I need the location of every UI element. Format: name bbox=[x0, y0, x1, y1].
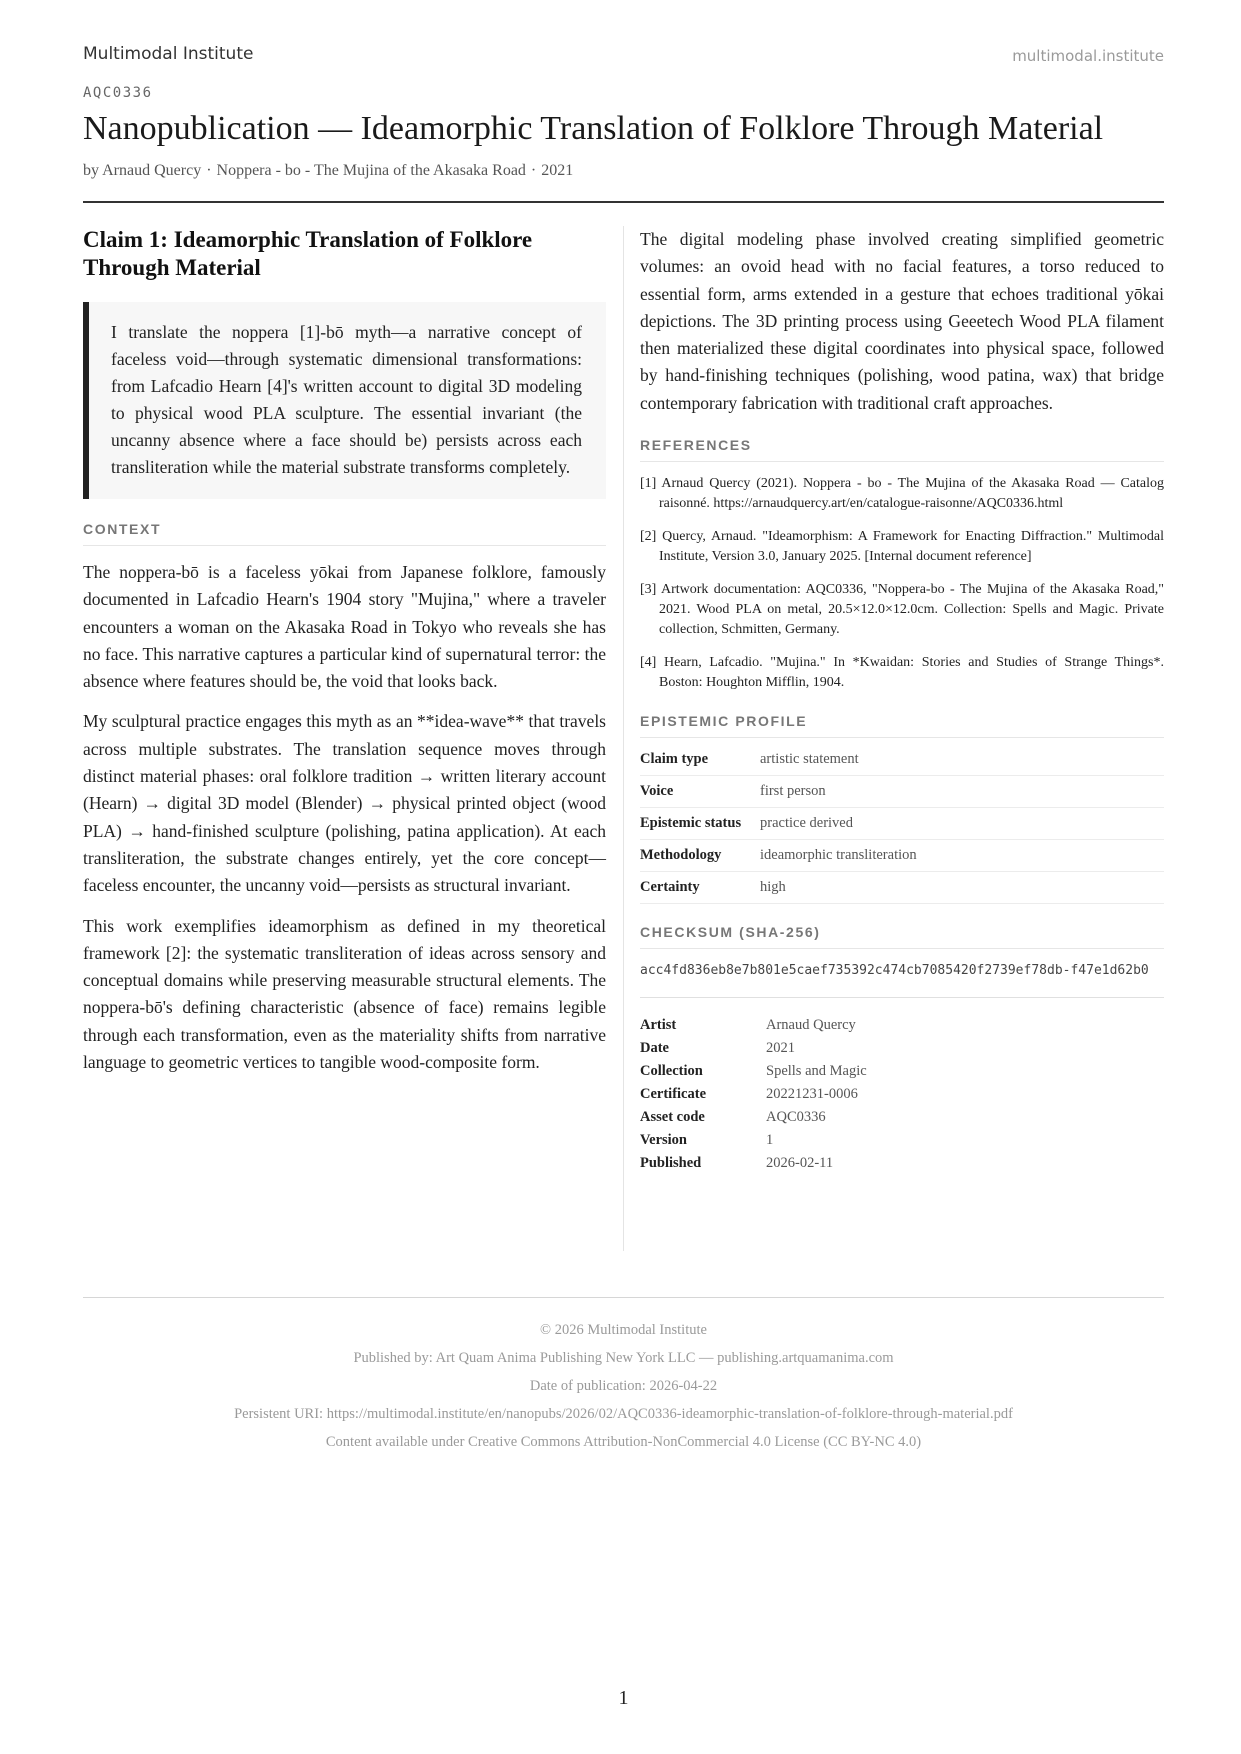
meta-value: 2026-02-11 bbox=[766, 1155, 834, 1172]
references-list bbox=[640, 474, 1164, 693]
checksum-heading: CHECKSUM (SHA-256) bbox=[640, 924, 1164, 949]
checksum-value: acc4fd836eb8e7b801e5caef735392c474cb7085420f2739ef78db-f47e1d62b0 bbox=[640, 961, 1164, 998]
table-row bbox=[640, 744, 1164, 776]
meta-value: Arnaud Quercy bbox=[766, 1017, 856, 1034]
meta-key: Asset code bbox=[640, 1109, 705, 1126]
epistemic-profile-heading: EPISTEMIC PROFILE bbox=[640, 713, 1164, 738]
meta-value: AQC0336 bbox=[766, 1109, 826, 1126]
meta-key: Version bbox=[640, 1132, 687, 1149]
profile-value: artistic statement bbox=[760, 744, 1164, 776]
footer bbox=[83, 1316, 1164, 1456]
table-row bbox=[640, 1083, 1164, 1106]
table-row bbox=[640, 808, 1164, 840]
meta-key: Artist bbox=[640, 1017, 677, 1034]
left-column bbox=[83, 226, 606, 1076]
profile-key: Methodology bbox=[640, 840, 760, 872]
meta-key: Published bbox=[640, 1155, 702, 1172]
footer-publisher: Published by: Art Quam Anima Publishing New York LLC — publishing.artquamanima.com bbox=[353, 1350, 894, 1366]
right-column bbox=[640, 226, 1164, 1175]
profile-key: Certainty bbox=[640, 872, 760, 904]
context-heading: CONTEXT bbox=[83, 521, 606, 546]
footer-divider bbox=[83, 1297, 1164, 1298]
meta-key: Certificate bbox=[640, 1086, 707, 1103]
page-number: 1 bbox=[618, 1687, 629, 1709]
document-page bbox=[83, 0, 1164, 1754]
reference-item: [2] Quercy, Arnaud. "Ideamorphism: A Framework for Enacting Diffraction." Multimodal Institute, Version 3.0, January 2025. [Internal document reference] bbox=[640, 529, 1164, 565]
profile-value: practice derived bbox=[760, 808, 1164, 840]
claim-title: Claim 1: Ideamorphic Translation of Folklore Through Material bbox=[83, 227, 533, 280]
byline bbox=[83, 162, 573, 180]
meta-value: 1 bbox=[766, 1132, 774, 1149]
footer-publication-date: Date of publication: 2026-04-22 bbox=[529, 1378, 718, 1394]
context-paragraph-continued: The digital modeling phase involved creating simplified geometric volumes: an ovoid head with no facial features, a torso reduced to essential form, arms extended in a gesture that echoes traditional yōkai depictions. The 3D printing process using Geeetech Wood PLA filament then materialized these digital coordinates into physical space, followed by hand-finishing techniques (polishing, wood patina, wax) that bridge contemporary fabrication with traditional craft approaches. bbox=[640, 229, 1164, 413]
table-row bbox=[640, 1037, 1164, 1060]
meta-key: Collection bbox=[640, 1063, 703, 1080]
reference-item: [3] Artwork documentation: AQC0336, "Noppera-bo - The Mujina of the Akasaka Road," 2021. Wood PLA on metal, 20.5×12.0×12.0cm. Collection: Spells and Magic. Private collection, Schmitten, Germany. bbox=[640, 582, 1164, 638]
table-row bbox=[640, 1060, 1164, 1083]
footer-copyright: © 2026 Multimodal Institute bbox=[540, 1322, 707, 1338]
byline-separator: · bbox=[206, 162, 212, 179]
byline-year: 2021 bbox=[541, 162, 574, 179]
table-row bbox=[640, 776, 1164, 808]
table-row bbox=[640, 1106, 1164, 1129]
artwork-metadata-table bbox=[640, 1014, 1164, 1175]
top-bar bbox=[83, 44, 1164, 68]
profile-value: high bbox=[760, 872, 1164, 904]
profile-value: ideamorphic transliteration bbox=[760, 840, 1164, 872]
table-row bbox=[640, 872, 1164, 904]
byline-work: Noppera - bo - The Mujina of the Akasaka Road bbox=[216, 162, 526, 179]
profile-key: Epistemic status bbox=[640, 808, 760, 840]
byline-separator: · bbox=[530, 162, 537, 179]
title-divider bbox=[83, 201, 1164, 203]
references-heading: REFERENCES bbox=[640, 437, 1164, 462]
table-row bbox=[640, 1014, 1164, 1037]
meta-value: Spells and Magic bbox=[766, 1063, 867, 1080]
claim-statement: I translate the noppera [1]-bō myth—a narrative concept of faceless void—through systematic dimensional transformations: from Lafcadio Hearn [4]'s written account to digital 3D modeling to physical wood PLA sculpture. The essential invariant (the uncanny absence where a face should be) persists across each transliteration while the material substrate transforms completely. bbox=[83, 302, 606, 499]
asset-code: AQC0336 bbox=[83, 85, 153, 101]
epistemic-profile-table bbox=[640, 744, 1164, 904]
footer-persistent-uri[interactable]: Persistent URI: https://multimodal.institute/en/nanopubs/2026/02/AQC0336-ideamorphic-translation-of-folklore-through-material.pdf bbox=[234, 1406, 1013, 1422]
meta-key: Date bbox=[640, 1040, 669, 1057]
column-divider bbox=[623, 226, 624, 1251]
context-paragraph: My sculptural practice engages this myth as an **idea-wave** that travels across multiple substrates. The translation sequence moves through distinct material phases: oral folklore tradition → written literary account (Hearn) → digital 3D model (Blender) → physical printed object (wood PLA) → hand-finished sculpture (polishing, patina application). At each transliteration, the substrate changes entirely, yet the core concept—faceless encounter, the uncanny void—persists as structural invariant. bbox=[83, 711, 606, 896]
profile-value: first person bbox=[760, 776, 1164, 808]
table-row bbox=[640, 1129, 1164, 1152]
context-paragraph: This work exemplifies ideamorphism as defined in my theoretical framework [2]: the systematic transliteration of ideas across sensory and conceptual domains while preserving measurable structural elements. The noppera-bō's defining characteristic (absence of face) remains legible through each transformation, even as the materiality shifts from narrative language to geometric vertices to tangible wood-composite form. bbox=[83, 915, 606, 1073]
institute-name: Multimodal Institute bbox=[83, 44, 254, 64]
institute-site-link[interactable]: multimodal.institute bbox=[1012, 47, 1164, 65]
table-row bbox=[640, 1152, 1164, 1175]
byline-author: by Arnaud Quercy bbox=[83, 162, 202, 179]
meta-value: 2021 bbox=[766, 1040, 795, 1057]
reference-item: [4] Hearn, Lafcadio. "Mujina." In *Kwaidan: Stories and Studies of Strange Things*. Boston: Houghton Mifflin, 1904. bbox=[640, 655, 1164, 691]
footer-license: Content available under Creative Commons Attribution-NonCommercial 4.0 License (CC BY-NC 4.0) bbox=[325, 1434, 922, 1450]
table-row bbox=[640, 840, 1164, 872]
reference-item: [1] Arnaud Quercy (2021). Noppera - bo - The Mujina of the Akasaka Road — Catalog raisonné. https://arnaudquercy.art/en/catalogue-raisonne/AQC0336.html bbox=[640, 476, 1164, 512]
profile-key: Claim type bbox=[640, 744, 760, 776]
page-title: Nanopublication — Ideamorphic Translation of Folklore Through Material bbox=[83, 110, 1104, 147]
profile-key: Voice bbox=[640, 776, 760, 808]
meta-value: 20221231-0006 bbox=[766, 1086, 858, 1103]
context-paragraph: The noppera-bō is a faceless yōkai from Japanese folklore, famously documented in Lafcadio Hearn's 1904 story "Mujina," where a traveler encounters a woman on the Akasaka Road in Tokyo who reveals she has no face. This narrative captures a particular kind of supernatural terror: the absence where features should be, the void that looks back. bbox=[83, 562, 606, 692]
